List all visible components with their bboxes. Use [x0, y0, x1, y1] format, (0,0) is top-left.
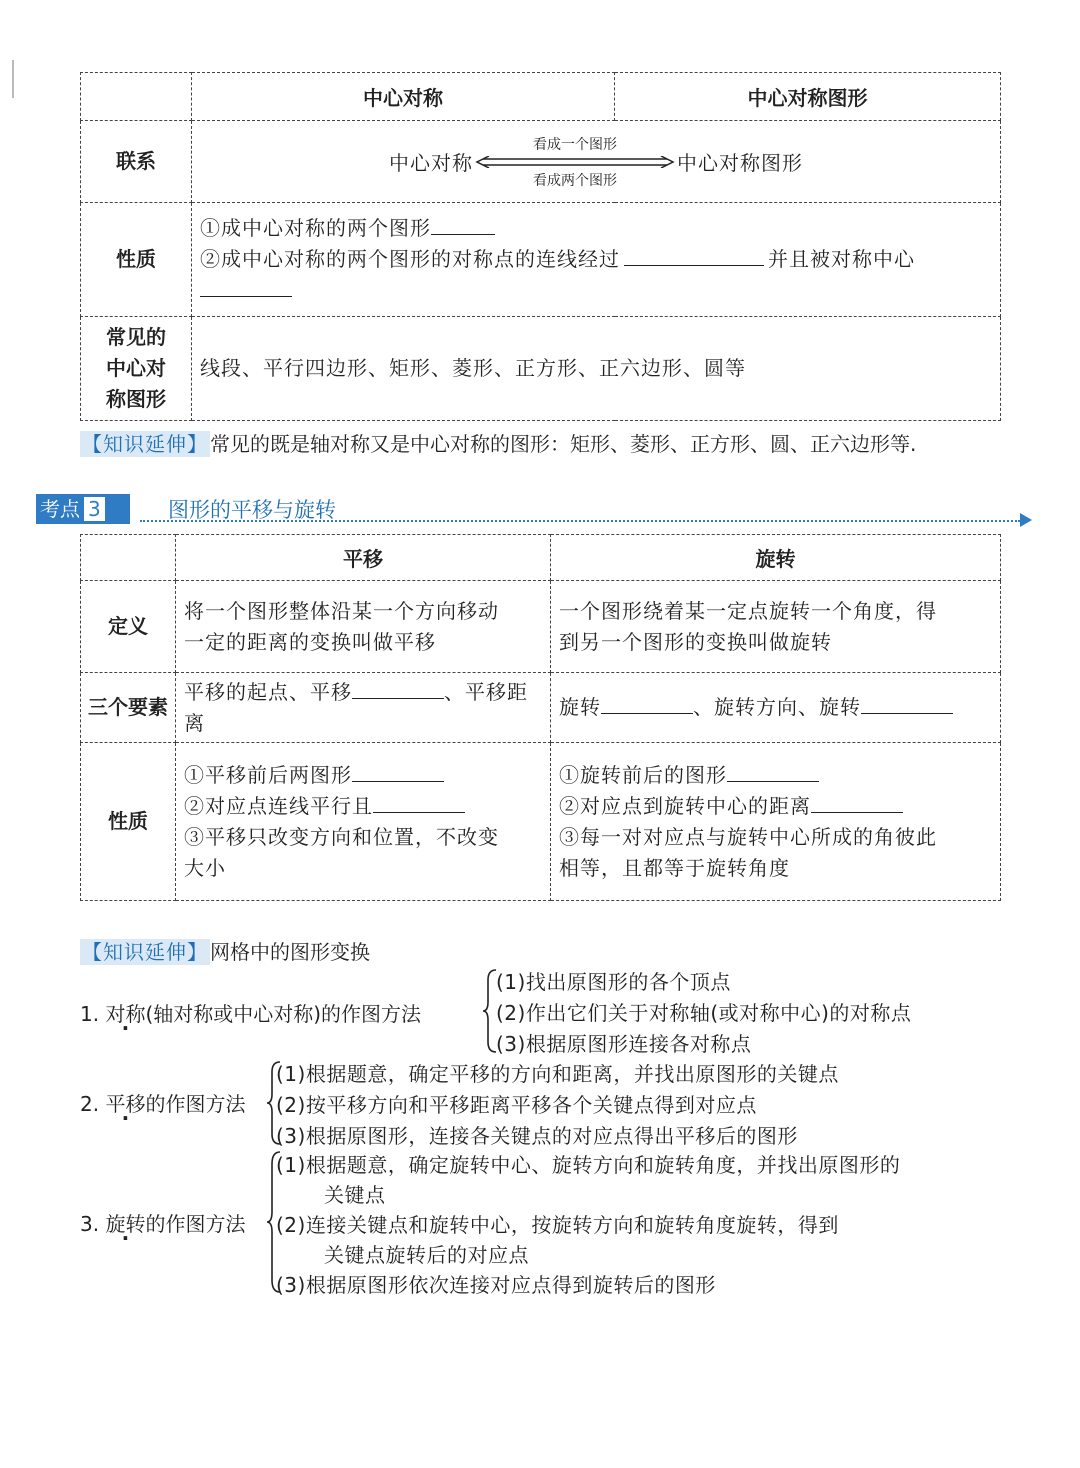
translation-elements-a: 平移的起点、平移 [184, 679, 352, 704]
method-emphasis: 旋转 [105, 1212, 146, 1236]
section-badge [36, 494, 130, 524]
header-central-symmetric-figure: 中心对称图形 [615, 73, 1001, 121]
rotation-property-3: ③每一对对应点与旋转中心所成的角彼此 [559, 824, 937, 849]
translation-property-3-cont: 大小 [184, 855, 226, 880]
rotation-definition [551, 581, 1001, 673]
translation-definition-line: 将一个图形整体沿某一个方向移动 [184, 598, 499, 623]
method-label-rest: (轴对称或中心对称)的作图方法 [145, 1002, 422, 1026]
rotation-property-3-cont: 相等，且都等于旋转角度 [559, 855, 790, 880]
property-line-2: ②成中心对称的两个图形的对称点的连线经过 [200, 247, 620, 271]
relation-left: 中心对称 [389, 151, 473, 175]
relation-bottom-label: 看成两个图形 [533, 172, 617, 189]
method-label [80, 1208, 245, 1237]
method-number: 3. [80, 1212, 106, 1236]
rotation-property-1: ①旋转前后的图形 [559, 762, 727, 787]
corner-cell [81, 73, 192, 121]
rotation-elements-b: 、旋转方向、旋转 [693, 695, 861, 719]
translation-elements-b: 、平移距 [444, 679, 528, 704]
method-step-cont: 关键点 [324, 1183, 386, 1207]
relation-cell [192, 121, 1001, 203]
method-step: (1)根据题意，确定平移的方向和距离，并找出原图形的关键点 [276, 1062, 839, 1086]
answer-blank [811, 792, 903, 813]
translation-property-1: ①平移前后两图形 [184, 762, 352, 787]
page-edge-mark [12, 60, 17, 98]
method-label-rest: 的作图方法 [145, 1212, 246, 1236]
rotation-property-2: ②对应点到旋转中心的距离 [559, 793, 811, 818]
method-step: (2)按平移方向和平移距离平移各个关键点得到对应点 [276, 1093, 757, 1117]
knowledge-extension-tag: 【知识延伸】 [82, 432, 208, 456]
translation-properties [176, 743, 551, 901]
answer-blank [200, 276, 292, 297]
knowledge-extension-text: 常见的既是轴对称又是中心对称的图形：矩形、菱形、正方形、圆、正六边形等. [210, 432, 917, 456]
method-step: (3)根据原图形连接各对称点 [496, 1032, 752, 1056]
section-number: 3 [84, 497, 105, 521]
method-label [80, 998, 421, 1027]
header-translation: 平移 [176, 535, 551, 581]
method-step: (3)根据原图形，连接各关键点的对应点得出平移后的图形 [276, 1124, 798, 1148]
property-line-1: ①成中心对称的两个图形 [200, 216, 431, 240]
translation-definition-line: 一定的距离的变换叫做平移 [184, 629, 436, 654]
row-label-definition: 定义 [81, 581, 176, 673]
property-line-2-tail: 并且被对称中心 [768, 247, 915, 271]
method-number: 2. [80, 1092, 106, 1116]
row-label-common-figures [81, 317, 192, 421]
row-label-relation: 联系 [81, 121, 192, 203]
answer-blank [861, 693, 953, 714]
knowledge-extension-tag: 【知识延伸】 [82, 940, 208, 964]
translation-rotation-table [80, 534, 1001, 901]
common-label-line: 常见的 [106, 325, 166, 349]
answer-blank [601, 693, 693, 714]
translation-property-2: ②对应点连线平行且 [184, 793, 373, 818]
rotation-definition-line: 一个图形绕着某一定点旋转一个角度，得 [559, 598, 937, 623]
answer-blank [624, 245, 764, 266]
rotation-elements-a: 旋转 [559, 695, 601, 719]
section-badge-label: 考点 [40, 497, 80, 521]
translation-elements-c: 离 [184, 710, 205, 735]
row-label-property: 性质 [81, 203, 192, 317]
method-emphasis: 对称 [105, 1002, 146, 1026]
answer-blank [352, 761, 444, 782]
section-dotted-line [140, 520, 1020, 522]
row-label-three-elements: 三个要素 [81, 673, 176, 743]
central-symmetry-table [80, 72, 1001, 421]
method-step: (1)根据题意，确定旋转中心、旋转方向和旋转角度，并找出原图形的 [276, 1153, 901, 1177]
method-step: (1)找出原图形的各个顶点 [496, 970, 731, 994]
common-figures-text: 线段、平行四边形、矩形、菱形、正方形、正六边形、圆等 [192, 317, 1001, 421]
knowledge-extension-text: 网格中的图形变换 [210, 940, 370, 964]
method-label-rest: 的作图方法 [145, 1092, 246, 1116]
rotation-elements [551, 673, 1001, 743]
knowledge-extension-2 [80, 936, 370, 965]
rotation-properties [551, 743, 1001, 901]
method-label [80, 1088, 245, 1117]
method-number: 1. [80, 1002, 106, 1026]
method-step: (2)作出它们关于对称轴(或对称中心)的对称点 [496, 1001, 912, 1025]
relation-arrow [475, 132, 675, 192]
double-arrow-icon [475, 156, 675, 168]
answer-blank [431, 214, 495, 235]
property-cell [192, 203, 1001, 317]
relation-right: 中心对称图形 [677, 151, 803, 175]
section-title: 图形的平移与旋转 [168, 498, 336, 522]
knowledge-extension-1 [80, 428, 916, 457]
section-arrow-icon [1020, 513, 1032, 527]
method-step: (2)连接关键点和旋转中心，按旋转方向和旋转角度旋转，得到 [276, 1213, 839, 1237]
translation-definition [176, 581, 551, 673]
answer-blank [373, 792, 465, 813]
relation-top-label: 看成一个图形 [533, 136, 617, 153]
common-label-line: 中心对 [106, 356, 166, 380]
common-label-line: 称图形 [106, 387, 166, 411]
answer-blank [727, 761, 819, 782]
translation-elements [176, 673, 551, 743]
answer-blank [352, 678, 444, 699]
rotation-definition-line: 到另一个图形的变换叫做旋转 [559, 629, 832, 654]
method-emphasis: 平移 [105, 1092, 146, 1116]
header-central-symmetry: 中心对称 [192, 73, 615, 121]
translation-property-3: ③平移只改变方向和位置，不改变 [184, 824, 499, 849]
header-rotation: 旋转 [551, 535, 1001, 581]
method-step: (3)根据原图形依次连接对应点得到旋转后的图形 [276, 1273, 716, 1297]
row-label-property: 性质 [81, 743, 176, 901]
corner-cell [81, 535, 176, 581]
method-step-cont: 关键点旋转后的对应点 [324, 1243, 529, 1267]
